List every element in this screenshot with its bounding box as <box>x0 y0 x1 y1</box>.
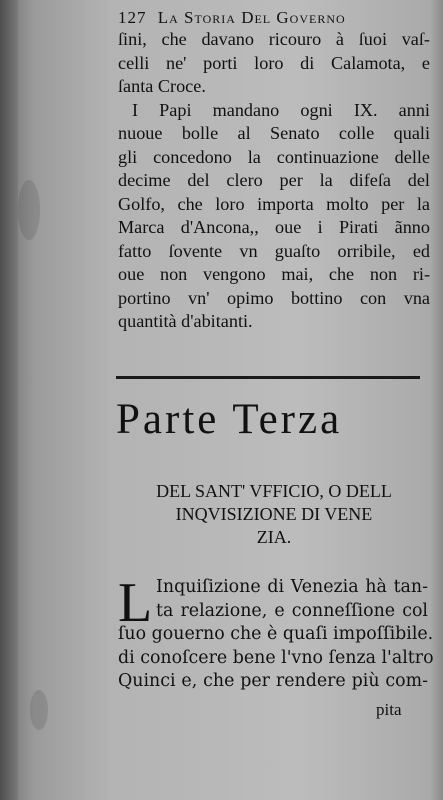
page-number: 127 <box>118 8 147 27</box>
body-text <box>118 28 430 334</box>
drop-cap: L <box>118 572 153 634</box>
text-line: nuoue bolle al Senato colle quali <box>118 123 430 143</box>
text-line: decime del clero per la difeſa del <box>118 170 430 190</box>
running-header <box>118 8 430 28</box>
text-line: I Papi mandano ogni IX. anni <box>132 99 430 120</box>
paragraph <box>118 572 434 694</box>
text-line: quantità d'abitanti. <box>118 311 253 331</box>
section-divider <box>116 376 420 379</box>
text-line: ſini, che davano ricouro à ſuoi vaſ- <box>118 29 430 49</box>
text-line: Marca d'Ancona,, oue i Pirati ãnno <box>118 217 430 237</box>
section-title <box>118 480 430 549</box>
section-title-line: ZIA. <box>256 527 292 547</box>
running-title: La Storia Del Governo <box>157 8 346 27</box>
text-line: gli concedono la continuazione delle <box>118 146 430 167</box>
text-line: oue non vengono mai, che non ri- <box>118 264 430 284</box>
catchword: pita <box>376 700 402 719</box>
text-line: ſuo gouerno che è quaſi impoſſibile. <box>118 624 434 644</box>
section-title-line: INQVISIZIONE DI VENE <box>175 504 373 524</box>
page-stain <box>18 180 40 240</box>
section-title-line: DEL SANT' VFFICIO, O DELL <box>156 481 392 501</box>
text-line: Quinci e, che per rendere più com- <box>118 671 428 691</box>
text-line: celli ne' porti loro di Calamota, e <box>118 52 430 73</box>
text-line: fatto ſovente vn guaſto orribile, ed <box>118 240 430 261</box>
text-line: Inquiſizione di Venezia hà tan- <box>156 577 428 597</box>
book-spine <box>0 0 18 800</box>
text-line: Golfo, che loro importa molto per la <box>118 193 430 214</box>
text-line: di conoſcere bene l'vno ſenza l'altro <box>118 647 434 668</box>
text-line: portino vn' opimo bottino con vna <box>118 287 430 308</box>
text-line: ta relazione, e conneſſione col <box>156 600 428 621</box>
page-stain <box>30 690 48 730</box>
text-line: ſanta Croce. <box>118 76 206 96</box>
part-title: Parte Terza <box>116 396 343 443</box>
